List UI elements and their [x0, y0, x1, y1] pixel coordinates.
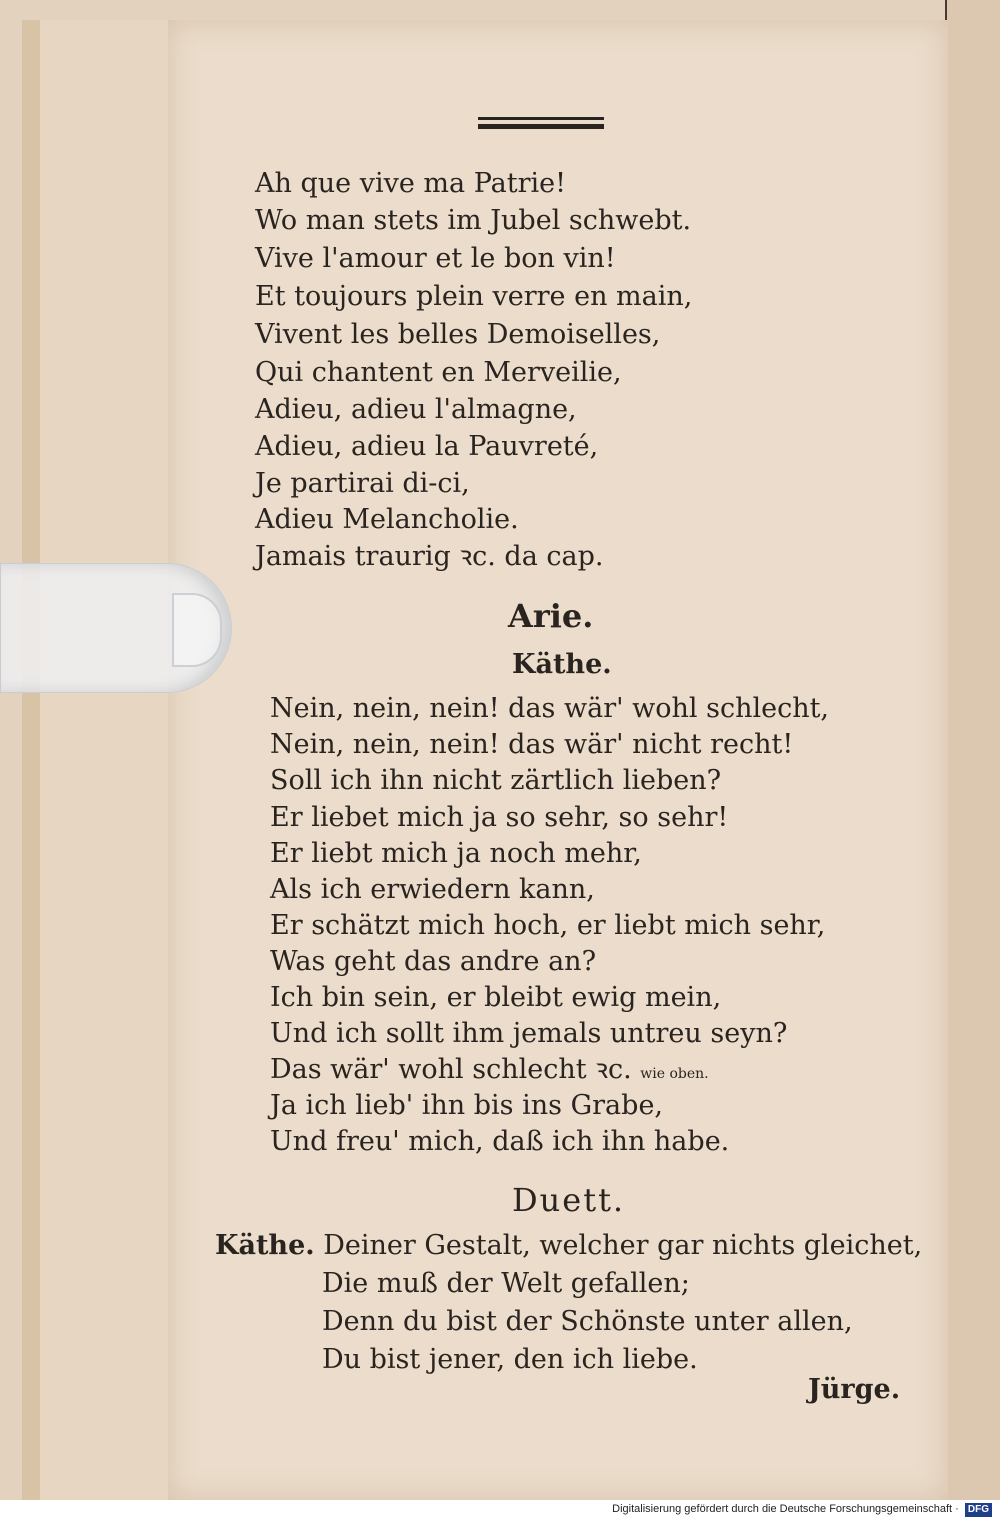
duett-heading: Duett. — [512, 1181, 626, 1219]
top-ornament-rule — [478, 117, 604, 129]
verse-line-11: Jamais traurig ꝛc. da cap. — [255, 541, 604, 572]
arie-line-13: Und freu' mich, daß ich ihn habe. — [270, 1126, 730, 1157]
arie-line-6: Als ich erwiedern kann, — [270, 874, 595, 905]
arie-line-5: Er liebt mich ja noch mehr, — [270, 838, 642, 869]
verse-line-8: Adieu, adieu la Pauvreté, — [255, 431, 599, 462]
duett-line-4: Du bist jener, den ich liebe. — [322, 1344, 698, 1375]
arie-line-8: Was geht das andre an? — [270, 946, 597, 977]
duett-line-2: Die muß der Welt gefallen; — [322, 1268, 690, 1299]
arie-line-12: Ja ich lieb' ihn bis ins Grabe, — [270, 1090, 664, 1121]
digitization-footer — [0, 1500, 1000, 1518]
arie-line-11-text: Das wär' wohl schlecht ꝛc. — [270, 1054, 632, 1085]
arie-line-9: Ich bin sein, er bleibt ewig mein, — [270, 982, 722, 1013]
verse-line-6: Qui chantent en Merveilie, — [255, 357, 622, 388]
wie-oben-note: wie oben. — [640, 1066, 709, 1082]
arie-line-10: Und ich sollt ihm jemals untreu seyn? — [270, 1018, 788, 1049]
verse-line-1: Ah que vive ma Patrie! — [255, 168, 566, 199]
verse-line-4: Et toujours plein verre en main, — [255, 281, 693, 312]
right-page-edge — [945, 0, 1000, 1500]
arie-line-2: Nein, nein, nein! das wär' nicht recht! — [270, 729, 794, 760]
verse-line-2: Wo man stets im Jubel schwebt. — [255, 205, 692, 236]
arie-line-4: Er liebet mich ja so sehr, so sehr! — [270, 802, 729, 833]
verse-line-5: Vivent les belles Demoiselles, — [255, 319, 661, 350]
duett-line-1 — [215, 1229, 922, 1263]
arie-line-1: Nein, nein, nein! das wär' wohl schlecht, — [270, 693, 830, 724]
verse-line-3: Vive l'amour et le bon vin! — [255, 243, 616, 274]
arie-line-7: Er schätzt mich hoch, er liebt mich sehr, — [270, 910, 826, 941]
left-cover-board — [22, 20, 173, 1500]
arie-line-3: Soll ich ihn nicht zärtlich lieben? — [270, 765, 722, 796]
arie-heading: Arie. — [508, 597, 594, 635]
duett-line-3: Denn du bist der Schönste unter allen, — [322, 1306, 853, 1337]
verse-line-9: Je partirai di-ci, — [255, 468, 470, 499]
bookmark-tab — [172, 593, 222, 667]
catchword: Jürge. — [808, 1374, 901, 1405]
duett-speaker: Käthe. — [215, 1230, 315, 1261]
left-cover-edge — [22, 20, 40, 1500]
footer-text: Digitalisierung gefördert durch die Deutsche Forschungsgemeinschaft · — [612, 1503, 959, 1515]
arie-line-11 — [270, 1053, 709, 1091]
verse-line-7: Adieu, adieu l'almagne, — [255, 394, 577, 425]
duett-line-1-text: Deiner Gestalt, welcher gar nichts gleichet, — [323, 1230, 923, 1261]
arie-speaker: Käthe. — [512, 649, 612, 680]
verse-line-10: Adieu Melancholie. — [255, 504, 519, 535]
dfg-logo: DFG — [965, 1503, 992, 1517]
